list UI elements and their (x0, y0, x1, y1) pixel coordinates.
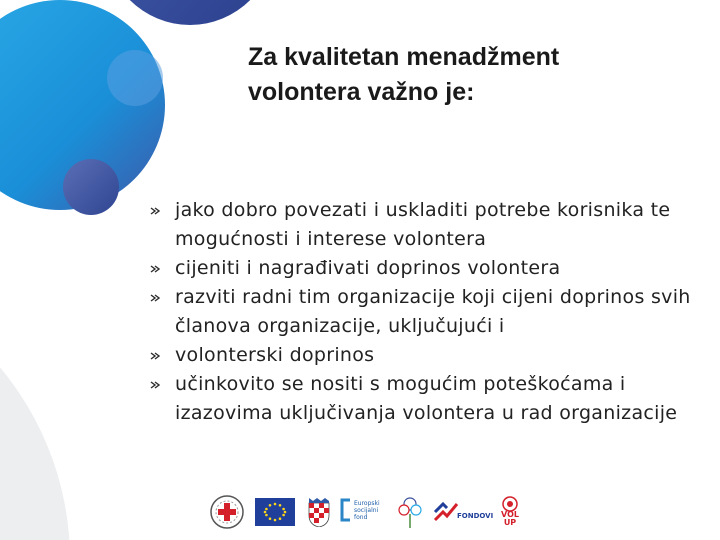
bullet-text: cijeniti i nagrađivati doprinos volontera (175, 257, 561, 279)
funds-label: FONDOVI (457, 512, 494, 520)
eu-flag-icon (255, 498, 295, 526)
bullet-item (150, 254, 700, 283)
bullet-text: jako dobro povezati i uskladiti potrebe korisnika te mogućnosti i interese volontera (175, 199, 671, 250)
bullet-item (150, 283, 700, 341)
volup-logo (497, 496, 523, 530)
bullet-item (150, 196, 700, 254)
flower-logo-icon (395, 494, 425, 530)
croatia-coat-of-arms-icon (307, 497, 331, 527)
red-cross-logo-icon (209, 494, 245, 530)
funds-arrows-icon (433, 498, 459, 524)
partner-logos (205, 494, 525, 536)
bullet-icon (150, 293, 160, 303)
bullet-item (150, 341, 700, 370)
small-dark-circle-shape (63, 159, 119, 215)
bullet-text: učinkovito se nositi s mogućim poteškoćama i izazovima uključivanja volontera u rad organizacije (175, 373, 678, 424)
bullet-item (150, 370, 700, 428)
volup-label: VOL UP (501, 510, 519, 527)
bullet-list (150, 196, 700, 428)
esf-bracket-icon (340, 498, 352, 522)
title-line-1: Za kvalitetan menadžment (248, 43, 560, 71)
bullet-icon (150, 206, 160, 216)
title-line-2: volontera važno je: (248, 78, 475, 106)
bullet-text: razviti radni tim organizacije koji cijeni doprinos svih članova organizacije, uključujući i (175, 286, 691, 337)
bullet-icon (150, 264, 160, 274)
bullet-text: volonterski doprinos (175, 344, 375, 366)
esf-text-line: fond (354, 514, 368, 521)
esf-text-line: Europski socijalni (354, 500, 380, 514)
mid-blue-circle-shape (107, 50, 163, 106)
slide-title (248, 40, 688, 110)
bullet-icon (150, 351, 160, 361)
bullet-icon (150, 380, 160, 390)
funds-logo (433, 498, 494, 530)
gray-circle-shape (0, 260, 70, 540)
esf-fund-logo (340, 498, 390, 526)
top-dark-circle-shape (105, 0, 275, 25)
